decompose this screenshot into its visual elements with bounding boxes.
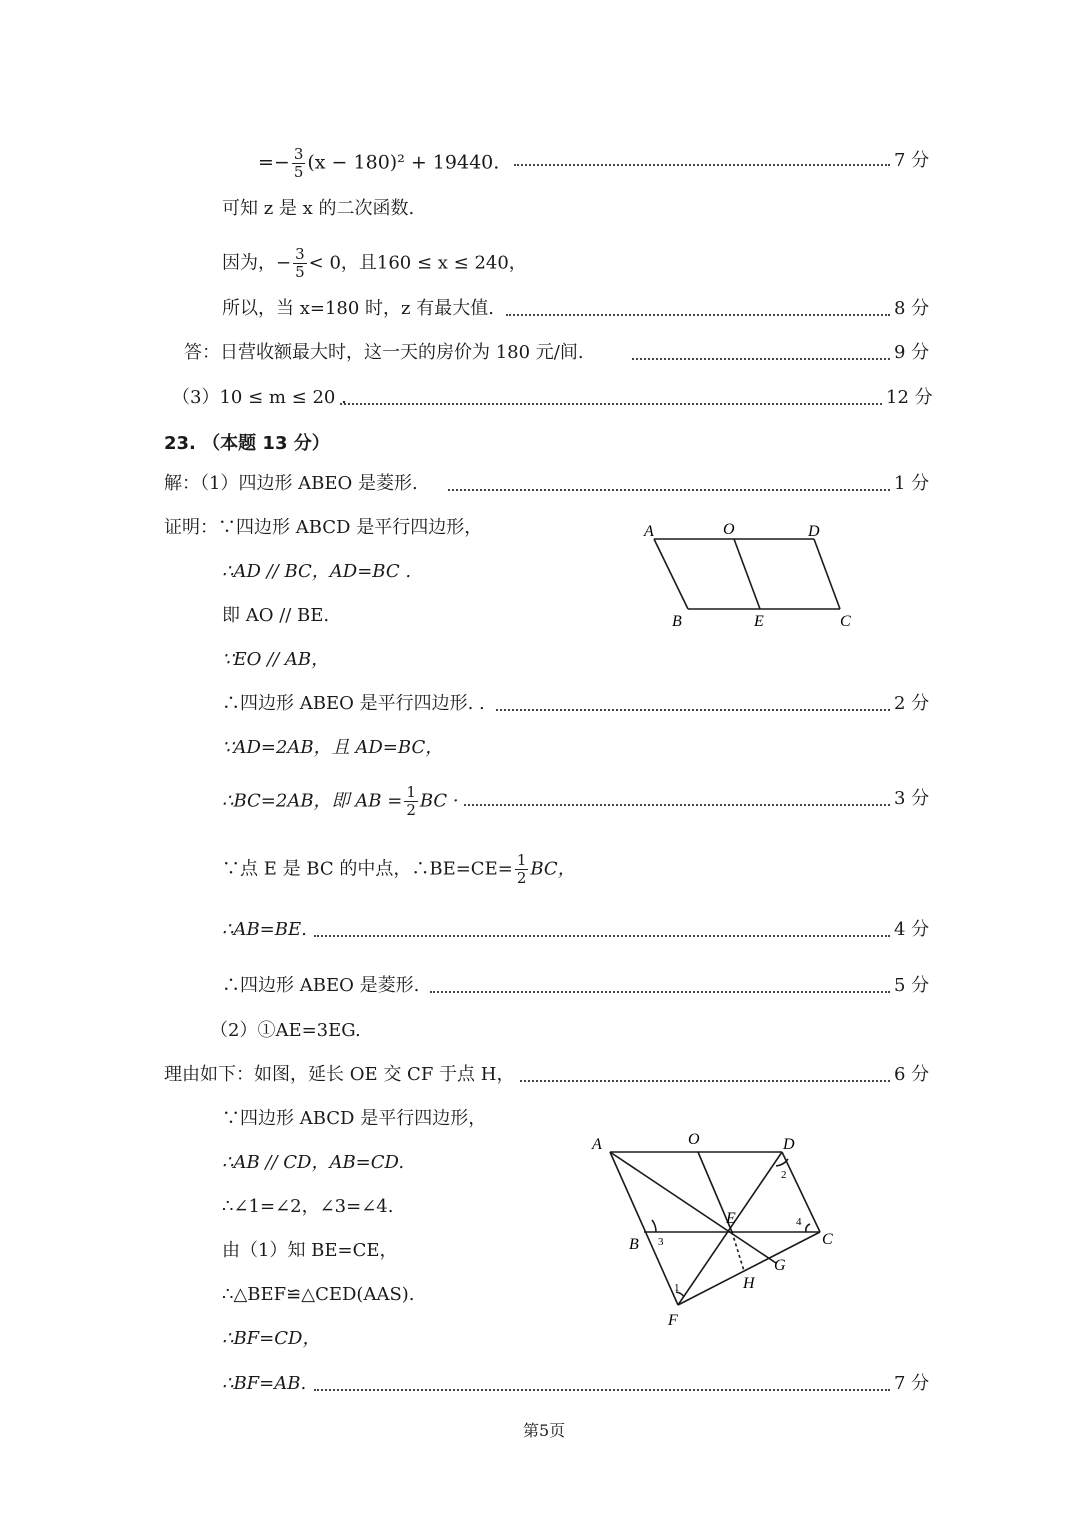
proof-line-fraction — [222, 784, 459, 819]
score-label: 6 分 — [894, 1064, 930, 1085]
label-D: D — [808, 523, 820, 540]
angle-label-1: 1 — [674, 1282, 680, 1294]
proof-line: 即 AO // BE. — [222, 605, 330, 626]
label-H: H — [743, 1275, 755, 1292]
angle-label-3: 3 — [658, 1236, 664, 1248]
proof-line: ∴AD // BC，AD=BC . — [222, 561, 412, 582]
score-label: 8 分 — [894, 298, 930, 319]
dot-leader — [514, 164, 890, 166]
dot-leader — [340, 403, 882, 405]
figure-triangle-proof — [580, 1125, 850, 1340]
fraction: $\frac{1}{2}$ — [516, 851, 527, 887]
proof-prefix: ∵点 E 是 BC 的中点，∴BE=CE= — [222, 858, 513, 880]
dot-leader — [430, 991, 890, 993]
label-F: F — [668, 1312, 678, 1329]
label-O: O — [688, 1131, 700, 1148]
solution-line: （2）①AE=3EG. — [210, 1020, 361, 1041]
proof-suffix: BC · — [419, 790, 459, 812]
solution-line-inequality — [222, 246, 527, 281]
dot-leader — [464, 804, 890, 806]
fraction: $\frac{3}{5}$ — [293, 145, 304, 181]
proof-line: 由（1）知 BE=CE， — [222, 1240, 398, 1261]
score-label: 7 分 — [894, 150, 930, 171]
answer-line: 答：日营收额最大时，这一天的房价为 180 元/间. — [184, 342, 584, 363]
equals-sign: =− — [258, 151, 290, 174]
label-D: D — [783, 1136, 795, 1153]
proof-line: 证明：∵四边形 ABCD 是平行四边形， — [164, 517, 483, 538]
formula-text: (x − 180)² + 19440. — [307, 151, 500, 174]
inequality-prefix: 因为，− — [222, 252, 292, 274]
label-B: B — [629, 1236, 639, 1253]
label-B: B — [672, 613, 682, 630]
proof-line: ∴AB=BE. — [222, 919, 307, 940]
label-E: E — [726, 1210, 736, 1227]
proof-line: ∵四边形 ABCD 是平行四边形， — [222, 1108, 487, 1129]
proof-line: ∴∠1=∠2，∠3=∠4. — [222, 1196, 394, 1217]
dot-leader — [314, 935, 890, 937]
dot-leader — [520, 1080, 890, 1082]
score-label: 4 分 — [894, 919, 930, 940]
label-C: C — [840, 613, 851, 630]
proof-line: 理由如下：如图，延长 OE 交 CF 于点 H， — [164, 1064, 515, 1085]
proof-line: ∵AD=2AB，且 AD=BC， — [222, 737, 444, 758]
solution-line: 所以，当 x=180 时，z 有最大值. — [222, 298, 494, 319]
proof-line-fraction — [222, 852, 576, 887]
score-label: 3 分 — [894, 788, 930, 809]
inequality-suffix: < 0，且160 ≤ x ≤ 240， — [308, 252, 527, 274]
fraction: $\frac{3}{5}$ — [295, 245, 305, 281]
question-heading: 23. （本题 13 分） — [164, 433, 330, 454]
proof-line: ∴△BEF≌△CED(AAS). — [222, 1284, 415, 1305]
label-G: G — [774, 1257, 786, 1274]
score-label: 2 分 — [894, 693, 930, 714]
score-label: 5 分 — [894, 975, 930, 996]
dot-leader — [314, 1389, 890, 1391]
label-C: C — [822, 1231, 833, 1248]
dot-leader — [506, 314, 890, 316]
proof-prefix: ∴BC=2AB，即 AB = — [222, 790, 403, 812]
page-number: 第5页 — [523, 1421, 566, 1440]
solution-line: 可知 z 是 x 的二次函数. — [222, 198, 415, 219]
score-label: 7 分 — [894, 1373, 930, 1394]
solution-line: 解：（1）四边形 ABEO 是菱形. — [164, 473, 418, 494]
proof-line: ∴四边形 ABEO 是菱形. — [222, 975, 420, 996]
proof-line: ∴AB // CD，AB=CD. — [222, 1152, 405, 1173]
label-E: E — [754, 613, 764, 630]
proof-suffix: BC， — [530, 858, 576, 880]
figure-parallelogram-abeo — [630, 510, 870, 640]
score-label: 9 分 — [894, 342, 930, 363]
proof-line: ∵EO // AB， — [222, 649, 330, 670]
proof-line: ∴四边形 ABEO 是平行四边形. . — [222, 693, 485, 714]
dot-leader — [496, 709, 890, 711]
angle-label-2: 2 — [781, 1169, 787, 1181]
score-label: 1 分 — [894, 473, 930, 494]
label-A: A — [644, 523, 654, 540]
label-A: A — [592, 1136, 602, 1153]
dot-leader — [632, 358, 890, 360]
solution-line: （3）10 ≤ m ≤ 20 . — [172, 387, 347, 408]
label-O: O — [723, 521, 735, 538]
dot-leader — [448, 489, 890, 491]
score-label: 12 分 — [886, 387, 933, 408]
solution-line-formula — [258, 146, 499, 181]
proof-line: ∴BF=CD， — [222, 1328, 321, 1349]
fraction: $\frac{1}{2}$ — [406, 783, 416, 819]
proof-line: ∴BF=AB. — [222, 1373, 307, 1394]
angle-label-4: 4 — [796, 1216, 802, 1228]
